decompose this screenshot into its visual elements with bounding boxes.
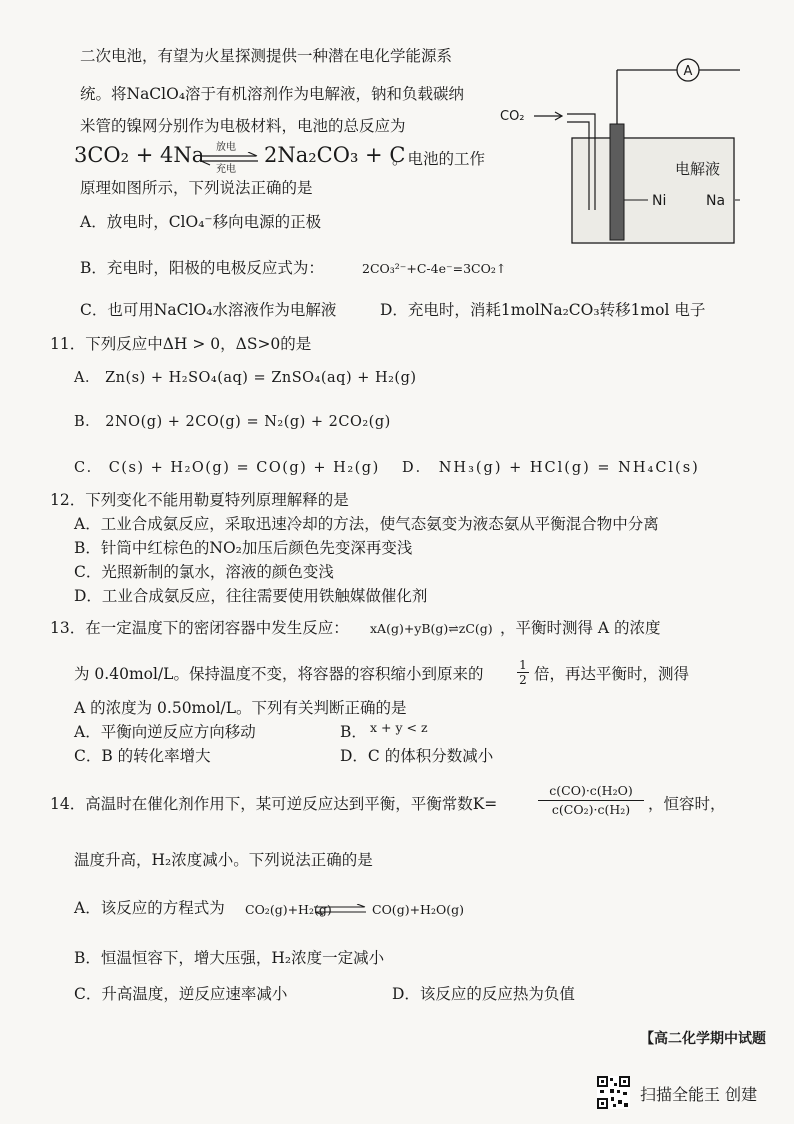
q13-stem-b: ，平衡时测得 A 的浓度 bbox=[500, 619, 661, 637]
q13-option-b-equation: x + y < z bbox=[370, 720, 428, 735]
q11-option-b: B． 2NO(g) + 2CO(g) = N₂(g) + 2CO₂(g) bbox=[74, 414, 391, 430]
ni-label: Ni bbox=[652, 193, 667, 209]
q13-option-b: B． bbox=[340, 723, 367, 741]
battery-diagram bbox=[500, 50, 740, 260]
q13-option-c: C．B 的转化率增大 bbox=[74, 747, 211, 765]
q14-option-a-right: CO(g)+H₂O(g) bbox=[372, 902, 464, 917]
q10-line2: 统。将NaClO₄溶于有机溶剂作为电解液，钠和负载碳纳 bbox=[80, 85, 465, 103]
k-denominator: c(CO₂)·c(H₂) bbox=[551, 802, 631, 817]
q12-option-d: D．工业合成氨反应，往往需要使用铁触媒做催化剂 bbox=[74, 587, 428, 605]
q14-option-a: A．该反应的方程式为 bbox=[74, 899, 225, 917]
q10-line5: 原理如图所示，下列说法正确的是 bbox=[80, 179, 313, 197]
q11-option-c: C． C(s) + H₂O(g) = CO(g) + H₂(g) bbox=[74, 460, 380, 476]
q13-line2-b: 倍，再达平衡时，测得 bbox=[534, 665, 690, 683]
q11-option-a: A． Zn(s) + H₂SO₄(aq) = ZnSO₄(aq) + H₂(g) bbox=[74, 370, 417, 386]
q13-stem-a: 13．在一定温度下的密闭容器中发生反应： bbox=[50, 619, 349, 637]
q10-option-b-equation: 2CO₃²⁻+C-4e⁻=3CO₂↑ bbox=[362, 261, 507, 276]
electrolyte-label: 电解液 bbox=[675, 160, 721, 178]
q10-option-d: D．充电时，消耗1molNa₂CO₃转移1mol 电子 bbox=[380, 301, 706, 319]
q14-option-b: B．恒温恒容下，增大压强，H₂浓度一定减小 bbox=[74, 949, 385, 967]
q14-line2: 温度升高，H₂浓度减小。下列说法正确的是 bbox=[74, 851, 373, 869]
q12-stem: 12．下列变化不能用勒夏特列原理解释的是 bbox=[50, 491, 349, 509]
q14-option-c: C．升高温度，逆反应速率减小 bbox=[74, 985, 288, 1003]
q10-total-equation bbox=[74, 140, 504, 174]
equation-tail: 。电池的工作 bbox=[392, 150, 486, 168]
exam-title-footer: 【高二化学期中试题 bbox=[640, 1031, 766, 1047]
equation-left: 3CO₂ + 4Na bbox=[74, 143, 205, 167]
ammeter-label: A bbox=[683, 64, 693, 79]
q13-fraction bbox=[517, 658, 529, 687]
q14-option-a-left: CO₂(g)+H₂(g) bbox=[245, 902, 332, 917]
q13-option-a: A．平衡向逆反应方向移动 bbox=[74, 723, 256, 741]
q13-line2-a: 为 0.40mol/L。保持温度不变，将容器的容积缩小到原来的 bbox=[74, 665, 484, 683]
q14-option-d: D．该反应的反应热为负值 bbox=[392, 985, 575, 1003]
qr-code-icon bbox=[597, 1076, 630, 1109]
q12-option-a: A．工业合成氨反应，采取迅速冷却的方法，使气态氨变为液态氨从平衡混合物中分离 bbox=[74, 515, 659, 533]
q11-option-d: D． NH₃(g) + HCl(g) = NH₄Cl(s) bbox=[402, 460, 700, 476]
q13-line3: A 的浓度为 0.50mol/L。下列有关判断正确的是 bbox=[74, 699, 407, 717]
q10-line3: 米管的镍网分别作为电极材料，电池的总反应为 bbox=[80, 117, 406, 135]
ni-electrode bbox=[610, 124, 624, 240]
fraction-denominator: 2 bbox=[519, 673, 527, 687]
q12-option-c: C．光照新制的氯水，溶液的颜色变浅 bbox=[74, 563, 334, 581]
fraction-numerator: 1 bbox=[517, 658, 529, 673]
q10-option-a: A．放电时，ClO₄⁻移向电源的正极 bbox=[80, 213, 322, 231]
q13-stem-equation: xA(g)+yB(g)⇌zC(g) bbox=[370, 621, 493, 636]
equation-right: 2Na₂CO₃ + C bbox=[264, 143, 406, 167]
q14-stem-a: 14．高温时在催化剂作用下，某可逆反应达到平衡，平衡常数K= bbox=[50, 795, 498, 813]
q12-option-b: B．针筒中红棕色的NO₂加压后颜色先变深再变浅 bbox=[74, 539, 413, 557]
q13-option-d: D．C 的体积分数减小 bbox=[340, 747, 494, 765]
scanner-watermark: 扫描全能王 创建 bbox=[640, 1085, 758, 1104]
co2-label: CO₂ bbox=[500, 109, 525, 124]
q10-option-b: B．充电时，阳极的电极反应式为： bbox=[80, 259, 324, 277]
na-label: Na bbox=[706, 193, 726, 209]
q14-stem-b: ，恒容时， bbox=[648, 795, 726, 813]
k-numerator: c(CO)·c(H₂O) bbox=[538, 782, 644, 801]
equilibrium-arrow-icon bbox=[312, 904, 368, 916]
q10-option-c: C．也可用NaClO₄水溶液作为电解液 bbox=[80, 301, 337, 319]
equation-charge: 充电 bbox=[216, 164, 236, 175]
equation-discharge: 放电 bbox=[216, 142, 236, 153]
q14-k-fraction bbox=[538, 782, 644, 819]
q11-stem: 11．下列反应中ΔH > 0，ΔS>0的是 bbox=[50, 335, 312, 353]
q10-line1: 二次电池，有望为火星探测提供一种潜在电化学能源系 bbox=[80, 47, 453, 65]
